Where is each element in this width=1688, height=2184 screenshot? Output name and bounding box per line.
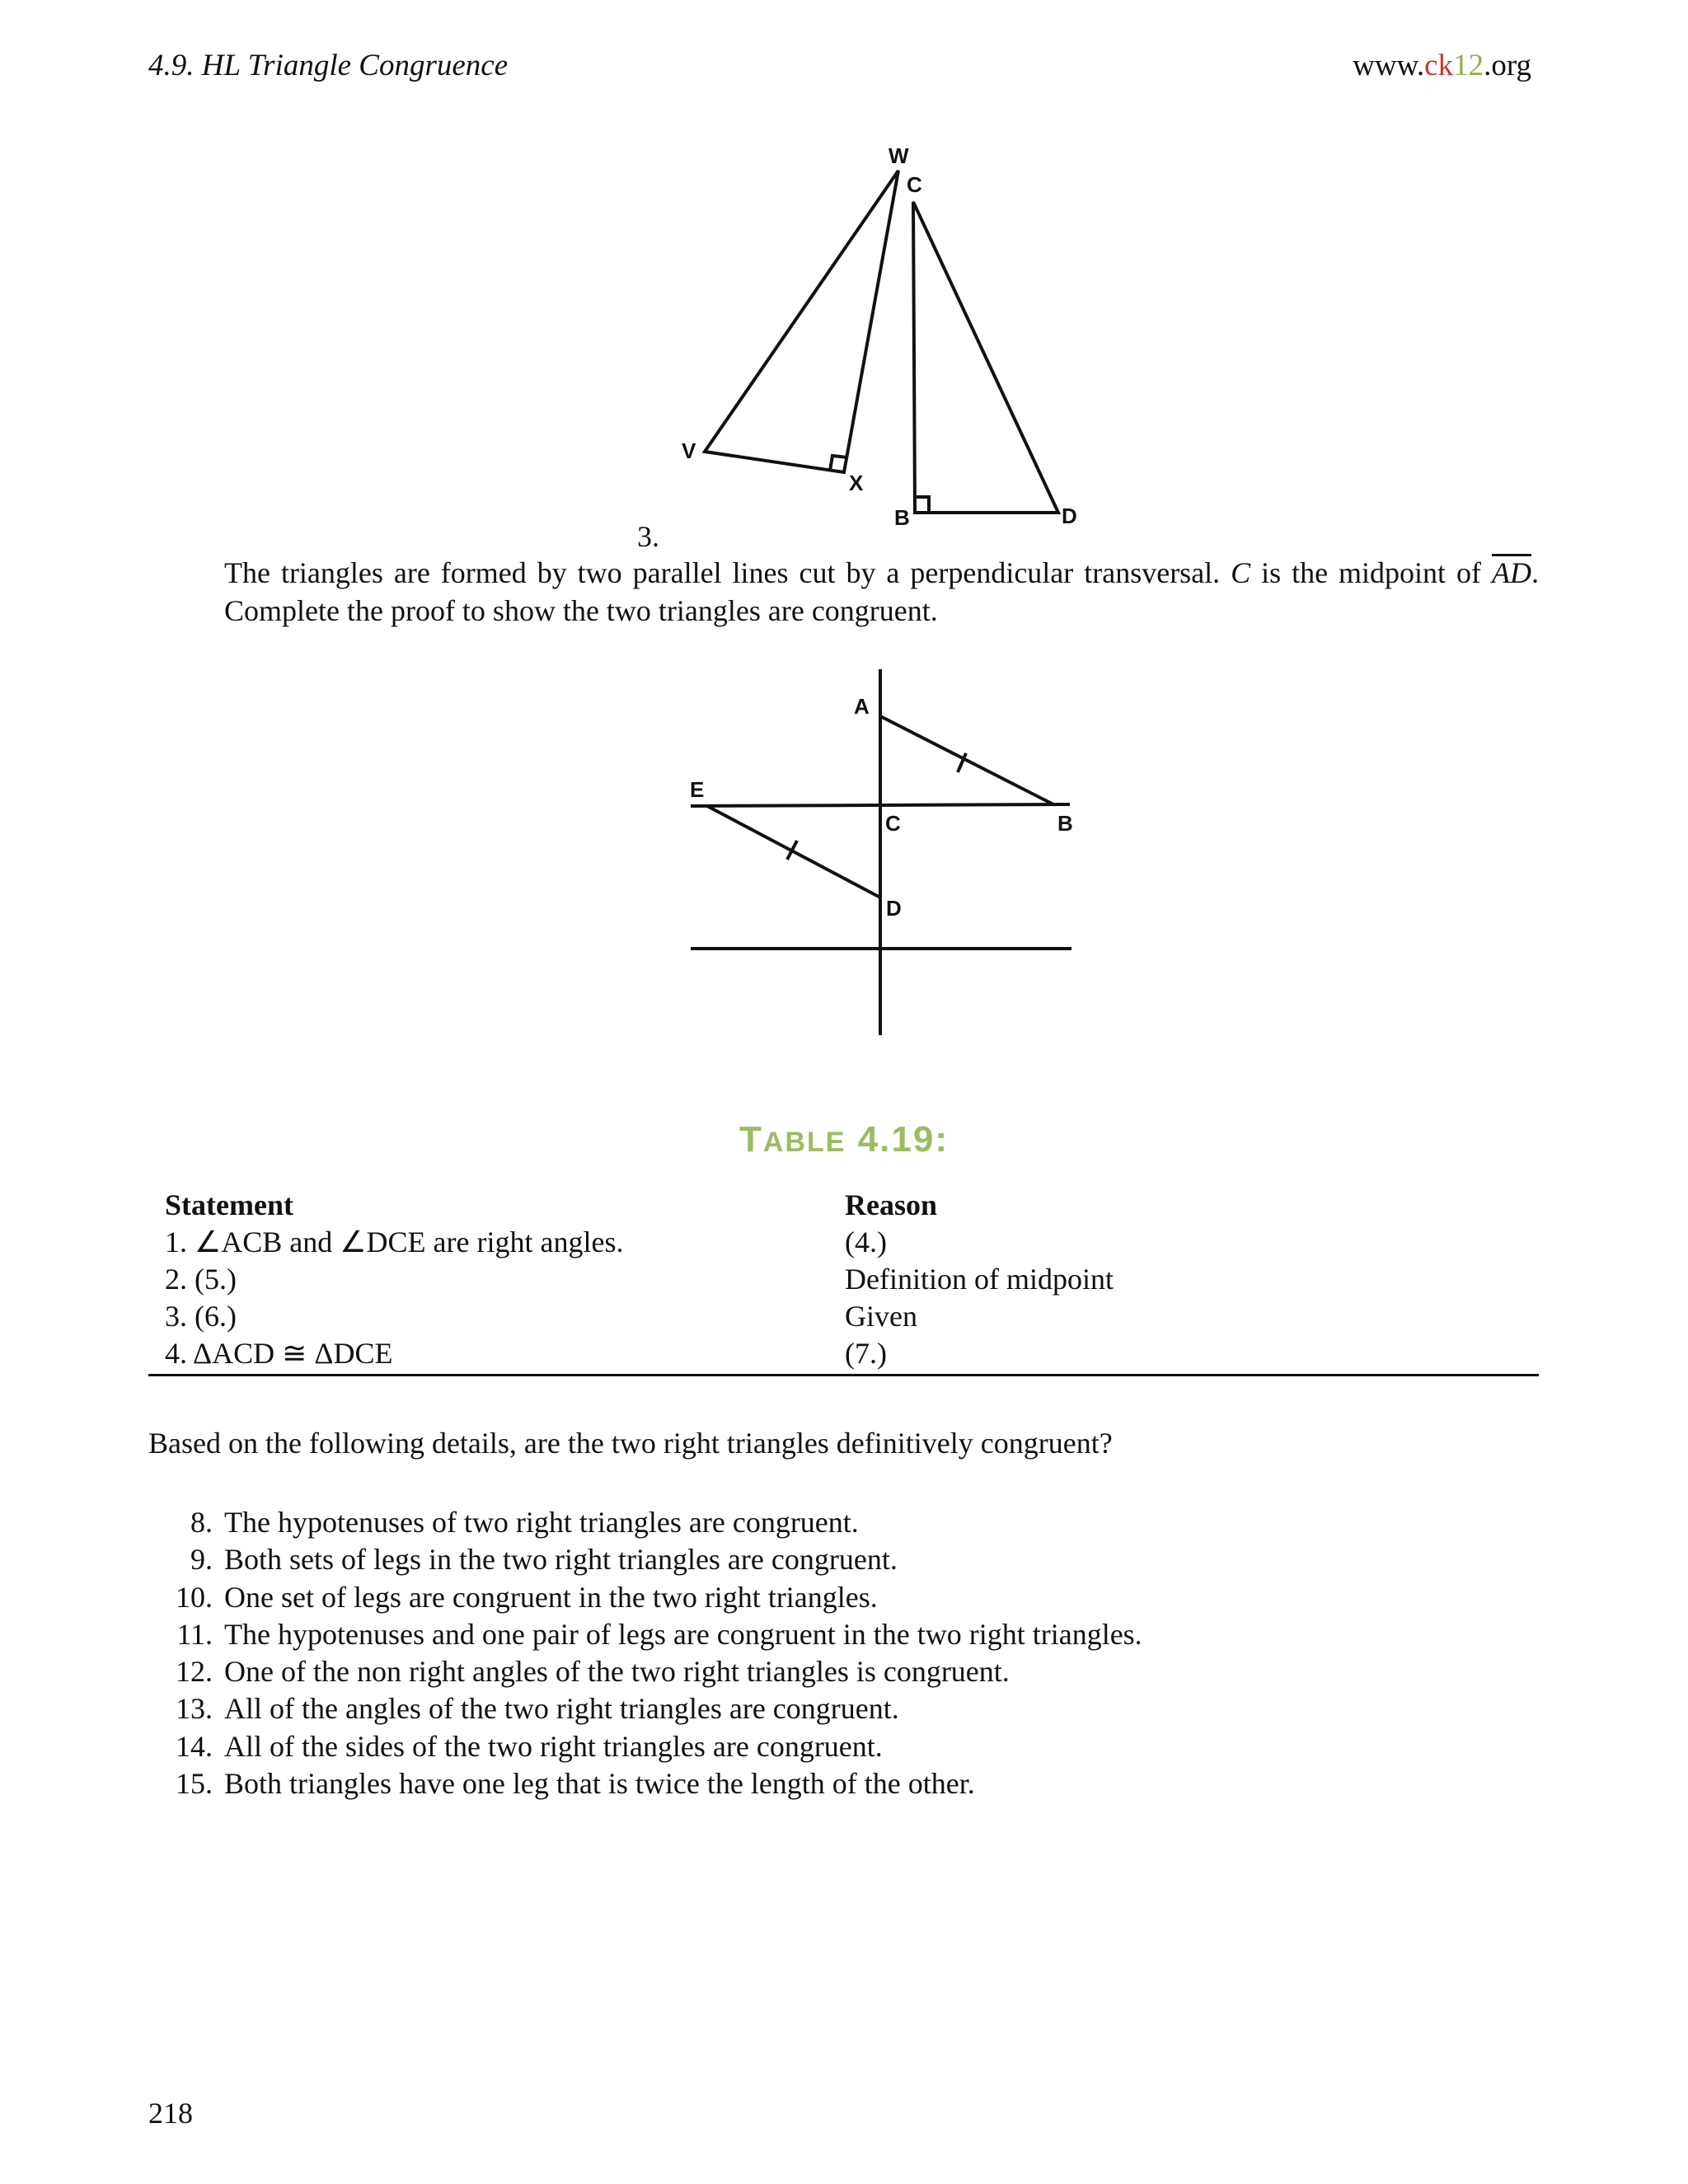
proof-table — [148, 1187, 1539, 1376]
label-x: X — [849, 471, 864, 495]
list-item-text: The hypotenuses and one pair of legs are congruent in the two right triangles. — [224, 1617, 1142, 1651]
header-reason: Reason — [845, 1188, 938, 1221]
reason-cell: Given — [845, 1300, 917, 1333]
label-v: V — [682, 438, 696, 463]
label-e: E — [690, 777, 705, 802]
problem-line-2: Complete the proof to show the two triangles are congruent. — [224, 594, 938, 627]
label-c1: C — [907, 172, 922, 197]
triangles-figure — [0, 0, 1688, 544]
site-url-ck: ck — [1424, 49, 1454, 82]
list-item — [148, 1579, 1142, 1616]
list-item-number: 13. — [176, 1692, 213, 1726]
reason-cell: (4.) — [845, 1226, 887, 1258]
list-item-text: One of the non right angles of the two right triangles is congruent. — [224, 1655, 1010, 1689]
list-item — [148, 1504, 1142, 1541]
table-title-small: ABLE — [762, 1127, 846, 1158]
label-c2: C — [885, 811, 901, 836]
segment-ab — [880, 716, 1053, 804]
reason-cell: Definition of midpoint — [845, 1263, 1114, 1296]
list-item — [148, 1541, 1142, 1578]
table-row — [148, 1335, 1539, 1372]
triangle-vwx — [705, 171, 898, 472]
triangle-cbd — [913, 202, 1058, 513]
list-item — [148, 1728, 1142, 1765]
problem-line-1b: is the midpoint of — [1261, 556, 1482, 589]
page-number: 218 — [148, 2097, 193, 2130]
parallel-line-top — [691, 804, 1070, 806]
right-angle-mark-b-path — [915, 497, 929, 513]
table-row — [148, 1261, 1539, 1298]
list-item-text: Both sets of legs in the two right triangles are congruent. — [224, 1543, 898, 1577]
table-row — [148, 1298, 1539, 1335]
midpoint-var: C — [1231, 556, 1251, 589]
list-item-text: Both triangles have one leg that is twice the length of the other. — [224, 1767, 975, 1801]
list-item-number: 9. — [190, 1543, 213, 1577]
question-text: Based on the following details, are the two right triangles definitively congruent? — [148, 1427, 1113, 1460]
label-b2: B — [1057, 811, 1073, 836]
list-item-text: One set of legs are congruent in the two right triangles. — [224, 1580, 878, 1614]
list-item-number: 14. — [176, 1729, 213, 1763]
problem-text — [224, 554, 1539, 630]
problem-number: 3. — [637, 520, 659, 553]
table-title-prefix: T — [739, 1119, 763, 1160]
section-title: 4.9. HL Triangle Congruence — [148, 49, 509, 82]
list-item-number: 15. — [176, 1767, 213, 1801]
site-url-prefix: www. — [1353, 49, 1425, 82]
table-title-number: 4.19: — [857, 1119, 949, 1160]
label-b1: B — [894, 505, 910, 530]
label-d2: D — [886, 896, 902, 921]
header-statement: Statement — [165, 1188, 293, 1221]
label-w: W — [889, 143, 909, 168]
list-item — [148, 1653, 1142, 1690]
table-bottom-rule — [148, 1374, 1539, 1376]
statement-cell: 1. ∠ACB and ∠DCE are right angles. — [165, 1226, 624, 1258]
label-a: A — [854, 694, 870, 719]
statement-cell: 4. ΔACD ≅ ΔDCE — [165, 1337, 393, 1370]
list-item-text: All of the sides of the two right triangles are congruent. — [224, 1729, 883, 1763]
problem-line-1a: The triangles are formed by two parallel lines cut by a perpendicular transversal. — [224, 556, 1221, 589]
list-item — [148, 1616, 1142, 1653]
list-item-text: All of the angles of the two right triangles are congruent. — [224, 1692, 899, 1726]
list-item-number: 12. — [176, 1655, 213, 1689]
label-d1: D — [1062, 504, 1077, 528]
question-list — [148, 1504, 1142, 1802]
list-item-number: 8. — [190, 1506, 213, 1539]
list-item — [148, 1765, 1142, 1802]
site-url-suffix: .org — [1484, 49, 1531, 82]
site-url-12: 12 — [1453, 49, 1484, 82]
segment-ad: $\overline{AD}$ — [1492, 556, 1531, 589]
list-item-number: 10. — [176, 1580, 213, 1614]
problem-line-1: The triangles are formed by two parallel lines cut by a perpendicular transversal. C is the midpoint of $\overline{AD}$. — [224, 556, 1539, 589]
table-header-row — [148, 1187, 1539, 1224]
list-item-text: The hypotenuses of two right triangles are congruent. — [224, 1506, 859, 1539]
parallel-lines-figure — [0, 651, 1688, 1047]
table-title — [0, 1119, 1688, 1160]
segment-ed — [707, 806, 880, 898]
list-item — [148, 1690, 1142, 1727]
table-row — [148, 1224, 1539, 1261]
statement-cell: 2. (5.) — [165, 1263, 237, 1296]
reason-cell: (7.) — [845, 1337, 887, 1370]
list-item-number: 11. — [176, 1617, 213, 1651]
statement-cell: 3. (6.) — [165, 1300, 237, 1333]
